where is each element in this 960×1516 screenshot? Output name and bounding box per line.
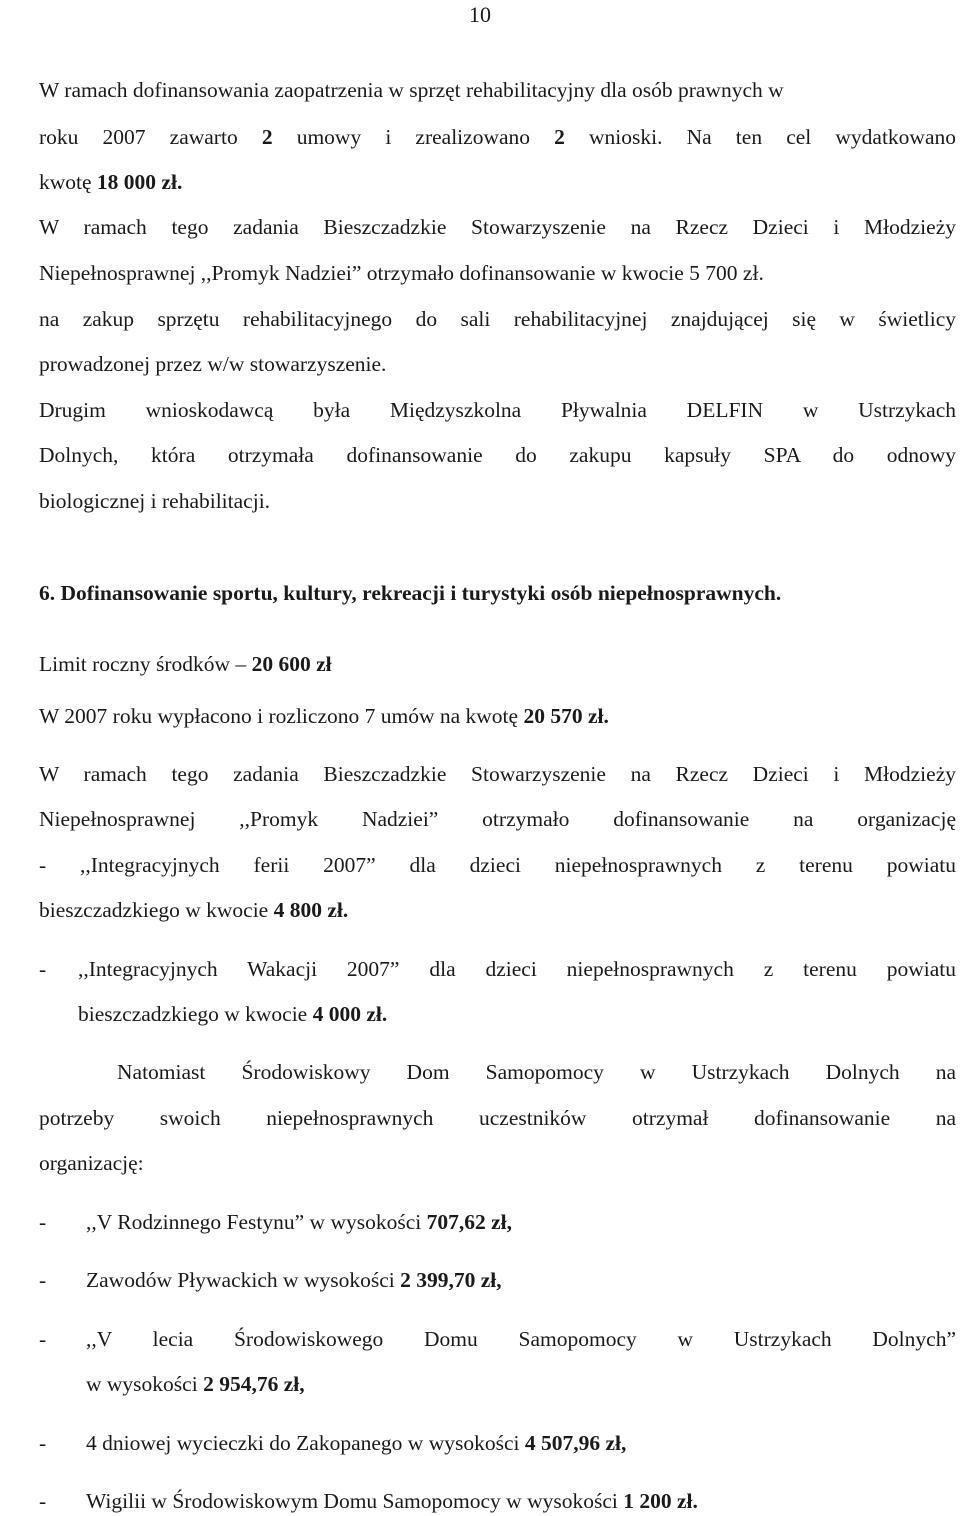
list-dash: - (39, 1431, 47, 1455)
list-dash: - (39, 1489, 47, 1513)
list-item: Zawodów Pływackich w wysokości 2 399,70 zł, (86, 1268, 502, 1292)
para3-line2: Niepełnosprawnej ,,Promyk Nadziei” otrzymało dofinansowanie na organizację (39, 807, 956, 831)
list-item: ,,V Rodzinnego Festynu” w wysokości 707,62 zł, (86, 1210, 513, 1234)
para2-line3: na zakup sprzętu rehabilitacyjnego do sali rehabilitacyjnej znajdującej się w świetlicy (39, 307, 956, 331)
para1-line2: roku 2007 zawarto 2 umowy i zrealizowano 2 wnioski. Na ten cel wydatkowano (39, 125, 956, 149)
para2-line6: Dolnych, która otrzymała dofinansowanie do zakupu kapsuły SPA do odnowy (39, 443, 956, 467)
para3-item2-line2: bieszczadzkiego w kwocie 4 000 zł. (78, 1002, 388, 1026)
list-item-cont: w wysokości 2 954,76 zł, (86, 1372, 305, 1396)
list-dash: - (39, 1210, 47, 1234)
page-number: 10 (469, 2, 491, 27)
para1-line3: kwotę 18 000 zł. (39, 170, 183, 194)
list-dash: - (39, 957, 47, 981)
list-item: Wigilii w Środowiskowym Domu Samopomocy w wysokości 1 200 zł. (86, 1489, 698, 1513)
para1-line1: W ramach dofinansowania zaopatrzenia w sprzęt rehabilitacyjny dla osób prawnych w (39, 78, 784, 102)
para3-line1: W ramach tego zadania Bieszczadzkie Stowarzyszenie na Rzecz Dzieci i Młodzieży (39, 762, 956, 786)
para2-line1: W ramach tego zadania Bieszczadzkie Stowarzyszenie na Rzecz Dzieci i Młodzieży (39, 215, 956, 239)
para4-line1: Natomiast Środowiskowy Dom Samopomocy w Ustrzykach Dolnych na (117, 1060, 956, 1084)
paid-line: W 2007 roku wypłacono i rozliczono 7 umów na kwotę 20 570 zł. (39, 704, 609, 728)
para2-line7: biologicznej i rehabilitacji. (39, 489, 271, 513)
para4-line2: potrzeby swoich niepełnosprawnych uczestników otrzymał dofinansowanie na (39, 1106, 956, 1130)
section-heading: 6. Dofinansowanie sportu, kultury, rekreacji i turystyki osób niepełnosprawnych. (39, 581, 782, 605)
para2-line5: Drugim wnioskodawcą była Międzyszkolna Pływalnia DELFIN w Ustrzykach (39, 398, 956, 422)
list-dash: - (39, 1268, 47, 1292)
list-item: 4 dniowej wycieczki do Zakopanego w wysokości 4 507,96 zł, (86, 1431, 627, 1455)
list-item: ,,V lecia Środowiskowego Domu Samopomocy w Ustrzykach Dolnych” (86, 1327, 956, 1351)
para3-line4: bieszczadzkiego w kwocie 4 800 zł. (39, 898, 349, 922)
para2-line4: prowadzonej przez w/w stowarzyszenie. (39, 352, 387, 376)
limit-line: Limit roczny środków – 20 600 zł (39, 652, 332, 676)
para4-line3: organizację: (39, 1151, 144, 1175)
para3-item2-line1: ,,Integracyjnych Wakacji 2007” dla dzieci niepełnosprawnych z terenu powiatu (78, 957, 956, 981)
para2-line2: Niepełnosprawnej ,,Promyk Nadziei” otrzymało dofinansowanie w kwocie 5 700 zł. (39, 261, 764, 285)
list-dash: - (39, 1327, 47, 1351)
para3-line3: - ,,Integracyjnych ferii 2007” dla dzieci niepełnosprawnych z terenu powiatu (39, 853, 956, 877)
